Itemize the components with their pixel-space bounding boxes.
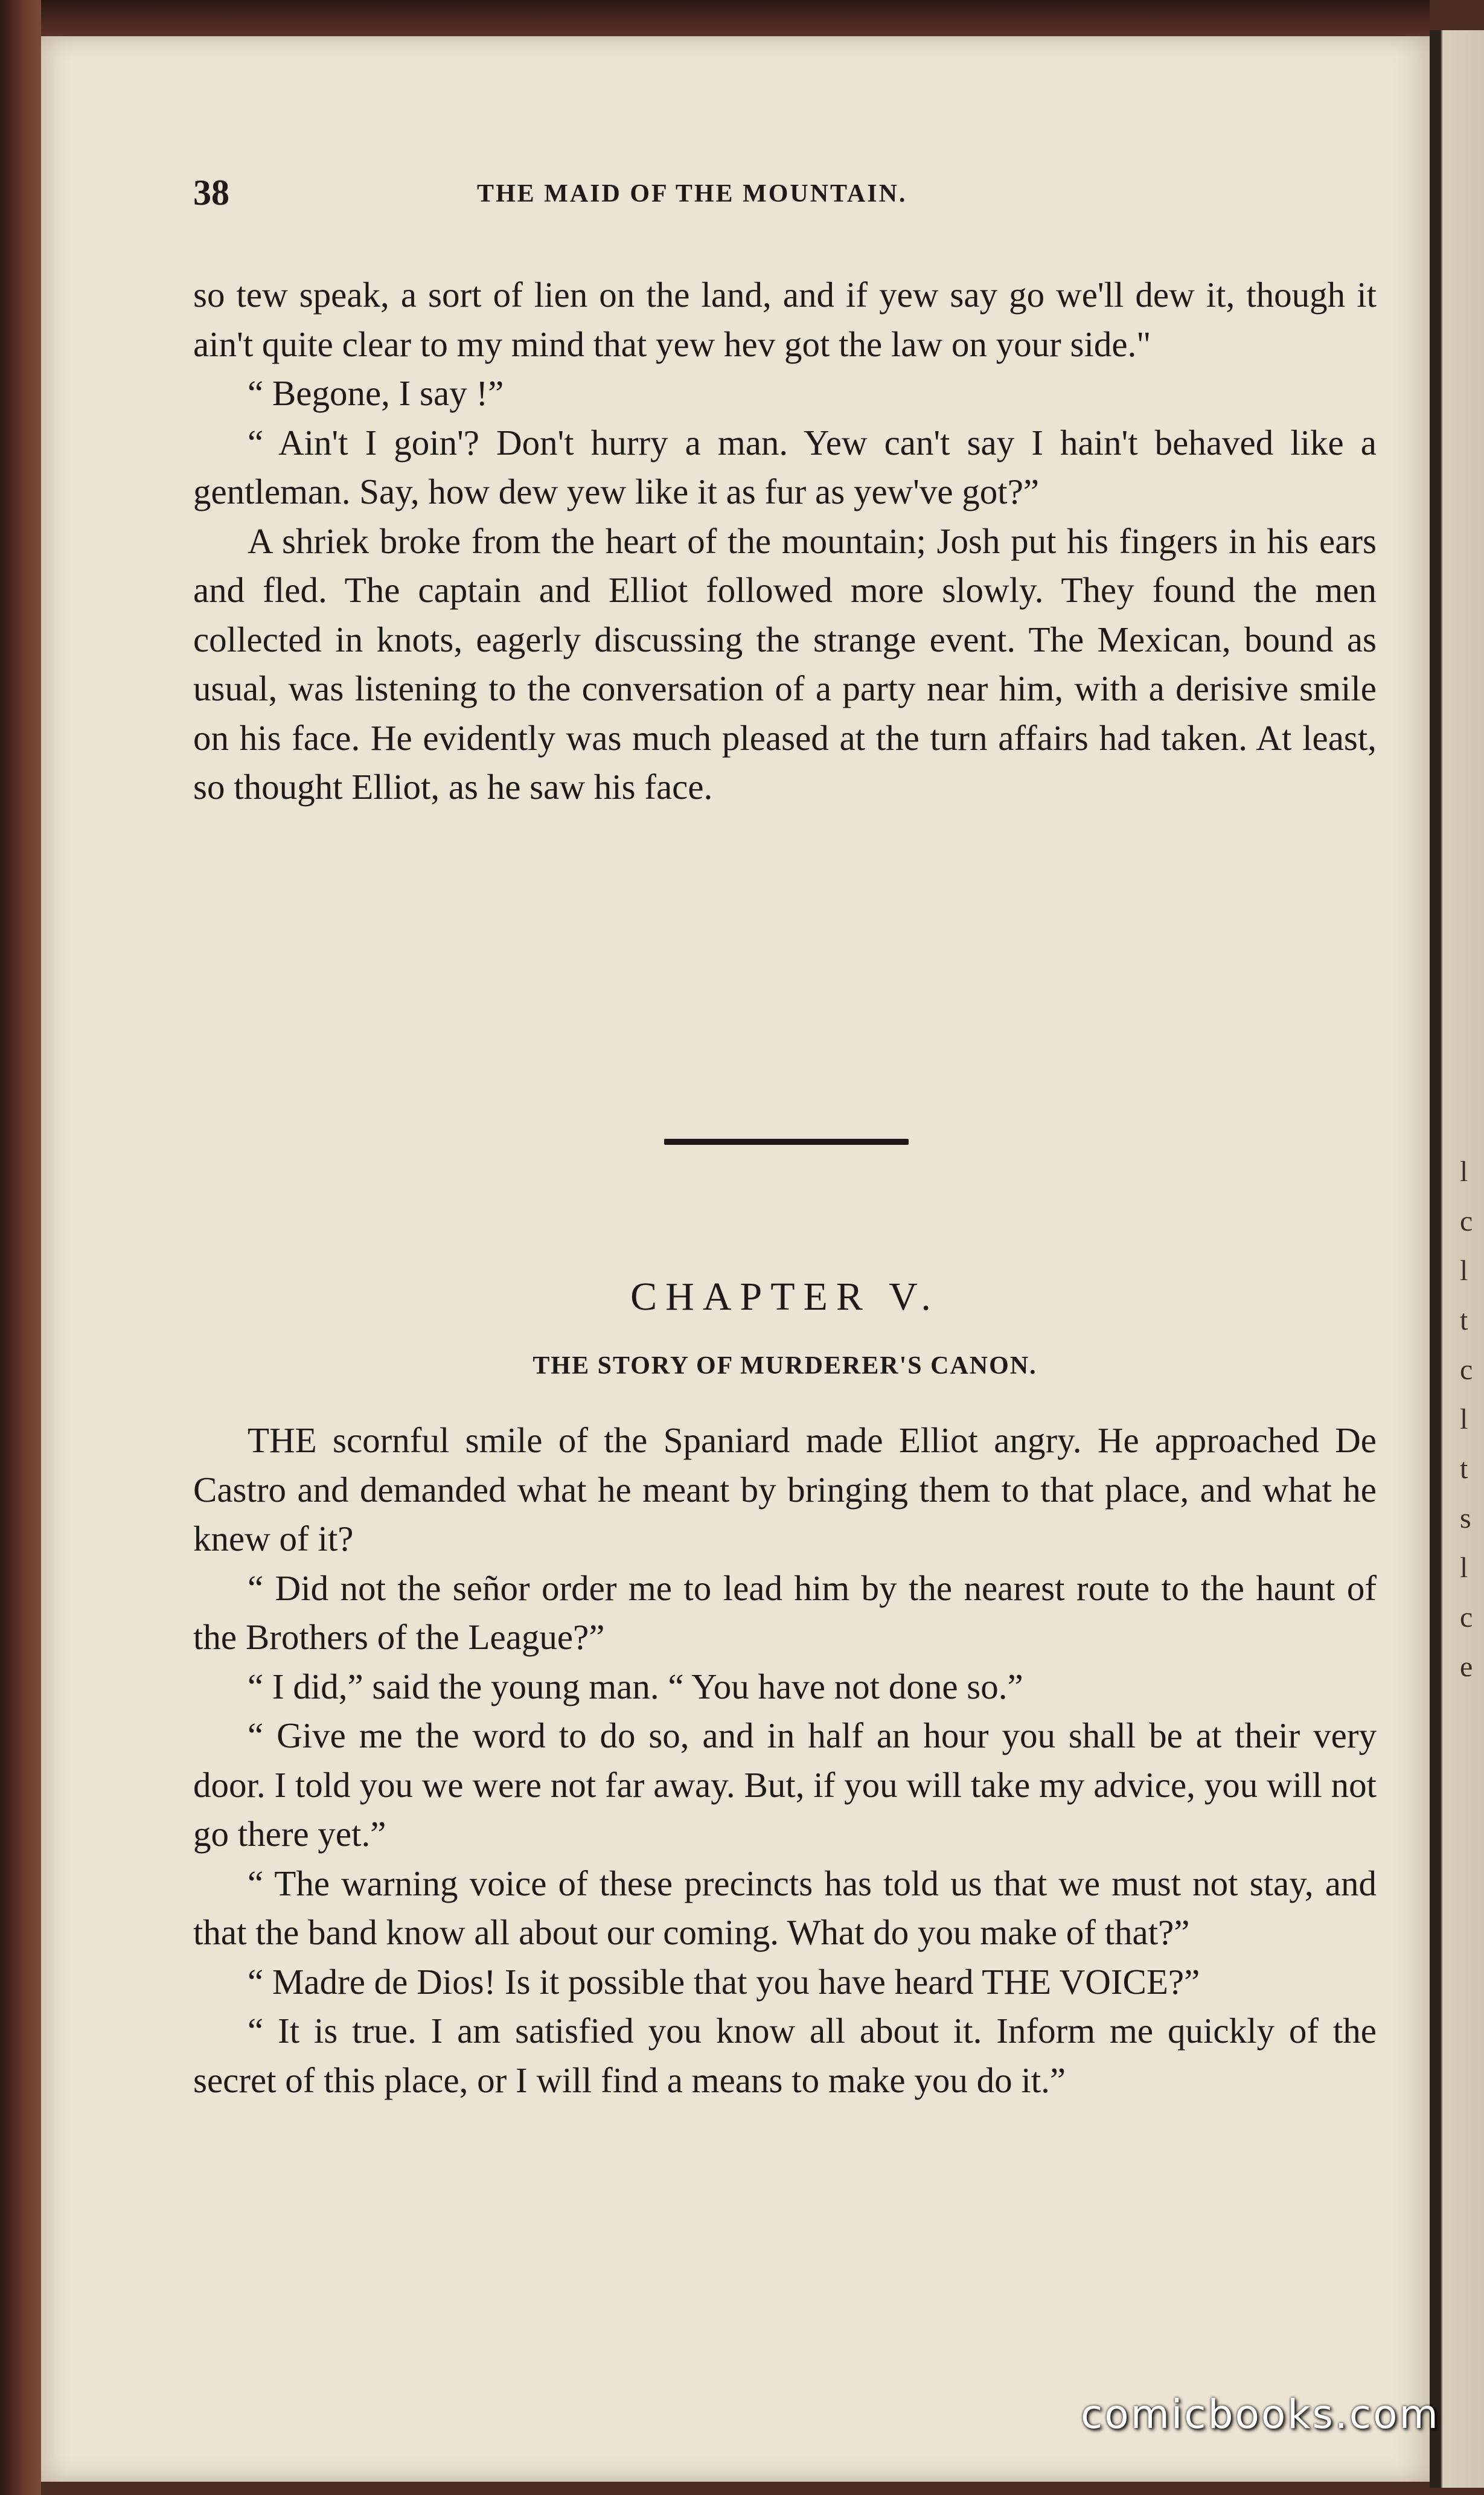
edge-letter: l bbox=[1460, 1403, 1468, 1435]
edge-letter: l bbox=[1460, 1156, 1468, 1188]
paragraph: “ The warning voice of these precincts has told us that we must not stay, and that the band know all about our coming. What do you make of that?” bbox=[193, 1863, 1377, 1952]
edge-letter: c bbox=[1460, 1354, 1473, 1386]
edge-letter: s bbox=[1460, 1502, 1471, 1534]
paragraph: “ I did,” said the young man. “ You have not done so.” bbox=[248, 1666, 1023, 1706]
page-header bbox=[193, 172, 1377, 214]
edge-letter: t bbox=[1460, 1453, 1468, 1485]
paragraph: “ Give me the word to do so, and in half an hour you shall be at their very door. I told you we were not far away. But, if you will take my advice, you will not go there yet.” bbox=[193, 1715, 1377, 1854]
edge-letter: c bbox=[1460, 1205, 1473, 1237]
page-number: 38 bbox=[193, 173, 229, 213]
paragraph: “ It is true. I am satisfied you know all about it. Inform me quickly of the secret of this place, or I will find a means to make you do it.” bbox=[193, 2011, 1377, 2100]
edge-letter: e bbox=[1460, 1651, 1473, 1683]
edge-letter: l bbox=[1460, 1552, 1468, 1584]
text-section-continued bbox=[193, 271, 1377, 812]
paragraph: A shriek broke from the heart of the mountain; Josh put his fingers in his ears and fled. The captain and Elliot followed more slowly. They found the men collected in knots, eagerly discussing the strange event. The Mexican, bound as usual, was listening to the conversation of a party near him, with a derisive smile on his face. He evidently was much pleased at the turn affairs had taken. At least, so thought Elliot, as he saw his face. bbox=[193, 520, 1377, 807]
running-head: THE MAID OF THE MOUNTAIN. bbox=[477, 180, 907, 208]
edge-letter: l bbox=[1460, 1255, 1468, 1287]
edge-letter: c bbox=[1460, 1601, 1473, 1633]
paragraph: THE scornful smile of the Spaniard made Elliot angry. He approached De Castro and demanded what he meant by bringing them to that place, and what he knew of it? bbox=[193, 1420, 1377, 1558]
text-section-chapter bbox=[193, 1416, 1377, 2105]
watermark: comicbooks.com bbox=[1081, 2391, 1440, 2438]
edge-letter: t bbox=[1460, 1304, 1468, 1336]
paragraph: “ Madre de Dios! Is it possible that you have heard THE VOICE?” bbox=[248, 1961, 1200, 2002]
paragraph: so tew speak, a sort of lien on the land, and if yew say go we'll dew it, though it ain't quite clear to my mind that yew hev got the law on your side." bbox=[193, 275, 1377, 364]
paragraph: “ Begone, I say !” bbox=[248, 373, 504, 413]
adjacent-page-letters bbox=[1460, 1147, 1484, 1692]
top-scan-border bbox=[41, 0, 1430, 36]
chapter-title: CHAPTER V. bbox=[630, 1275, 939, 1319]
book-spine-edge bbox=[0, 0, 41, 2495]
paragraph: “ Ain't I goin'? Don't hurry a man. Yew can't say I hain't behaved like a gentleman. Say, how dew yew like it as fur as yew've got?” bbox=[193, 422, 1377, 511]
section-divider-rule bbox=[664, 1139, 909, 1145]
chapter-subtitle: THE STORY OF MURDERER'S CANON. bbox=[533, 1352, 1037, 1380]
paragraph: “ Did not the señor order me to lead him by the nearest route to the haunt of the Brothers of the League?” bbox=[193, 1568, 1377, 1657]
